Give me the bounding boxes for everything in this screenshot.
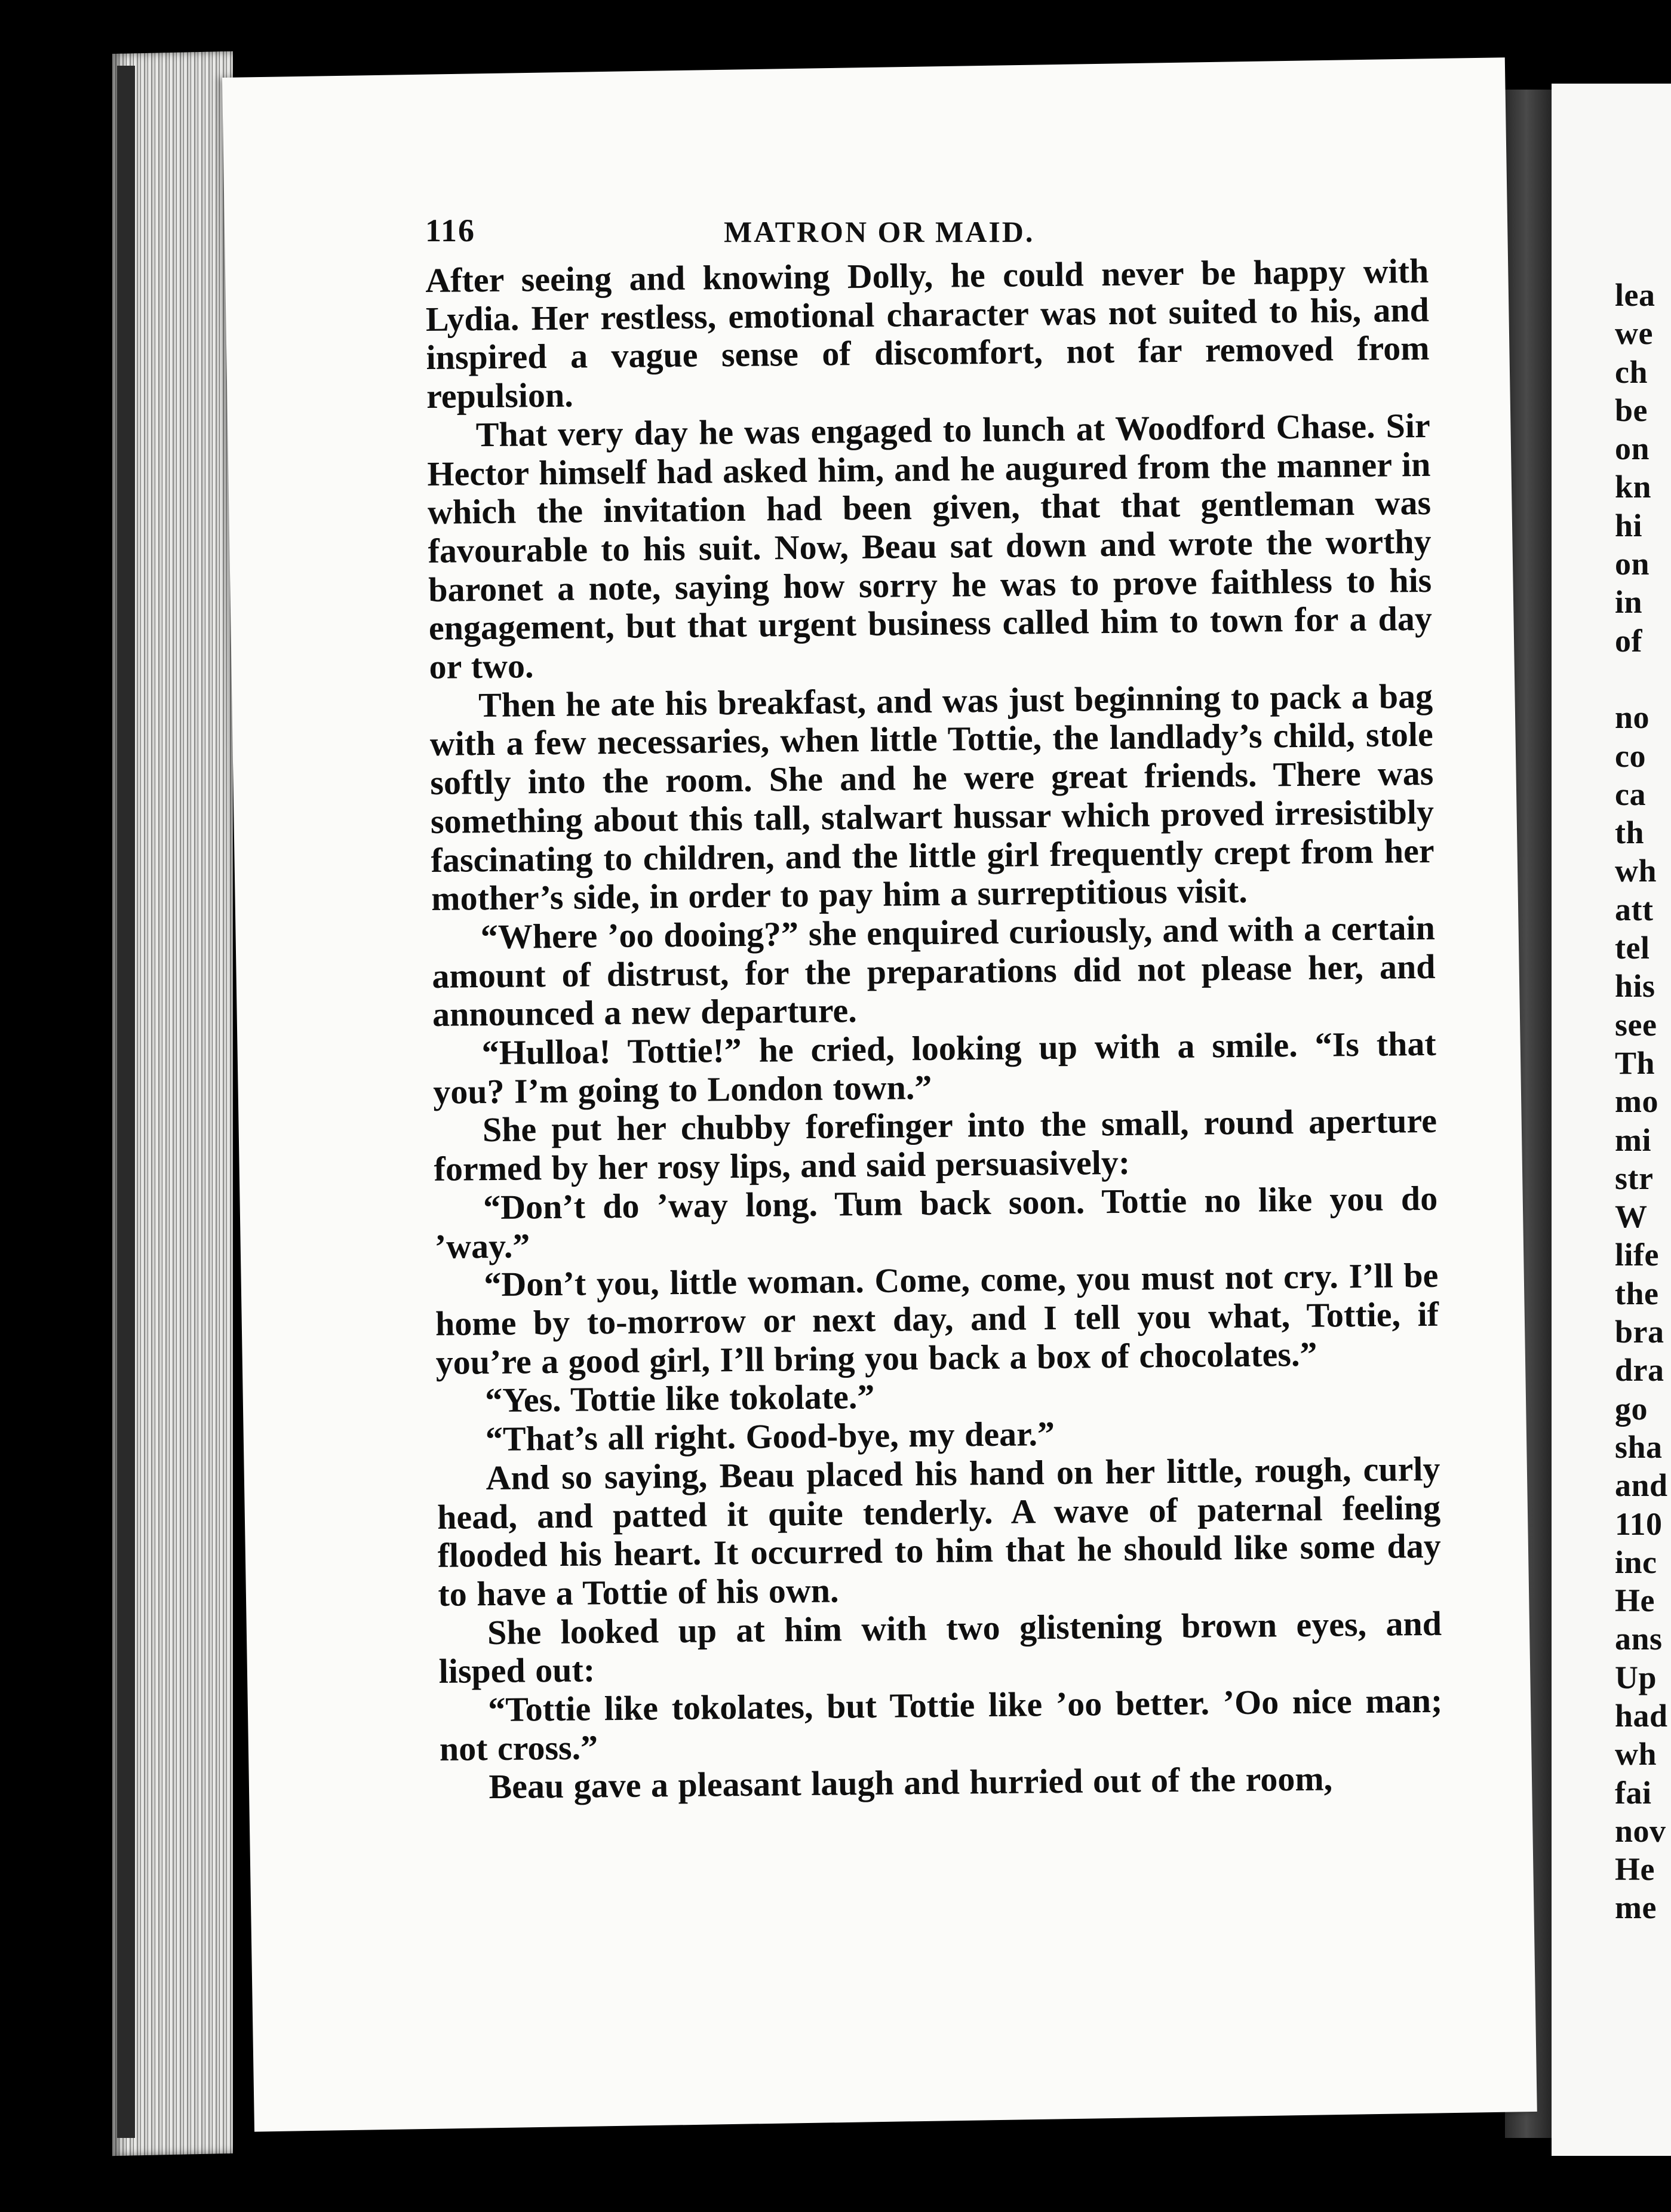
facing-fragment: had	[1615, 1697, 1668, 1734]
facing-fragment: me	[1615, 1890, 1657, 1926]
facing-fragment	[1615, 660, 1668, 698]
paragraph: She put her chubby forefinger into the small, round aperture formed by her rosy lips, and said persuasively:	[434, 1101, 1437, 1189]
facing-fragment: mi	[1615, 1122, 1651, 1158]
body-text	[425, 252, 1443, 1807]
facing-fragment: nov	[1615, 1812, 1666, 1849]
paragraph: “That’s all right. Good-bye, my dear.”	[485, 1414, 1055, 1459]
facing-fragment: wh	[1615, 1736, 1657, 1772]
paragraph: “Tottie like tokolates, but Tottie like ’oo better. ’Oo nice man; not cross.”	[439, 1680, 1443, 1768]
facing-fragment: the	[1615, 1275, 1659, 1311]
facing-fragment: and	[1615, 1467, 1668, 1504]
facing-fragment: on	[1615, 431, 1650, 467]
page-number: 116	[425, 213, 476, 248]
paragraph: “Hulloa! Tottie!” he cried, looking up with a smile. “Is that you? I’m going to London town.”	[433, 1024, 1436, 1111]
facing-fragment: wh	[1615, 853, 1657, 889]
facing-fragment: Th	[1615, 1044, 1655, 1081]
facing-fragment: ca	[1615, 776, 1646, 812]
facing-fragment: Up	[1615, 1659, 1657, 1695]
facing-fragment: 110	[1615, 1506, 1663, 1542]
facing-fragment: att	[1615, 891, 1654, 927]
paragraph: She looked up at him with two glistening brown eyes, and lisped out:	[438, 1603, 1442, 1691]
paragraph: “Where ’oo dooing?” she enquired curiously, and with a certain amount of distrust, for the preparations did not please her, and announced a new departure.	[432, 908, 1436, 1034]
paragraph: After seeing and knowing Dolly, he could never be happy with Lydia. Her restless, emotional character was not suited to his, and inspired a vague sense of discomfort, not far removed from repulsion.	[425, 251, 1430, 416]
facing-fragment: go	[1615, 1390, 1648, 1427]
paragraph: That very day he was engaged to lunch at Woodford Chase. Sir Hector himself had asked him, and he augured from the manner in which the invitation had been given, that that gentleman was favourable to his suit. Now, Beau sat down and wrote the worthy baronet a note, saying how sorry he was to prove faithless to his engagement, but that urgent business called him to town for a day or two.	[427, 405, 1433, 686]
facing-fragment: life	[1615, 1237, 1659, 1273]
facing-fragment: of	[1615, 622, 1642, 659]
facing-fragment: we	[1615, 315, 1653, 352]
facing-fragment: hi	[1615, 507, 1643, 543]
facing-fragment: ch	[1615, 354, 1648, 390]
facing-fragment: th	[1615, 815, 1645, 851]
paragraph: And so saying, Beau placed his hand on her little, rough, curly head, and patted it quite tenderly. A wave of paternal feeling flooded his heart. It occurred to him that he should like some day to have a Tottie of his own.	[437, 1449, 1442, 1614]
facing-fragment: sha	[1615, 1428, 1663, 1465]
facing-fragment: ans	[1615, 1621, 1663, 1657]
facing-page-text	[1615, 276, 1668, 1927]
paragraph: Beau gave a pleasant laugh and hurried out of the room,	[489, 1759, 1333, 1807]
facing-fragment: str	[1615, 1160, 1654, 1196]
facing-fragment: see	[1615, 1006, 1657, 1043]
facing-fragment: co	[1615, 738, 1646, 774]
facing-fragment: W	[1615, 1199, 1648, 1235]
page-header	[425, 212, 1429, 254]
facing-fragment: tel	[1615, 930, 1650, 966]
paragraph: “Don’t you, little woman. Come, come, you must not cry. I’ll be home by to-morrow or next day, and I tell you what, Tottie, if you’re a good girl, I’ll bring you back a box of chocolates.”	[435, 1256, 1439, 1382]
facing-fragment: dra	[1615, 1352, 1664, 1388]
facing-fragment: He	[1615, 1851, 1655, 1888]
facing-fragment: be	[1615, 392, 1648, 428]
running-title: MATRON OR MAID.	[724, 215, 1035, 248]
facing-fragment: in	[1615, 584, 1643, 620]
facing-fragment: fai	[1615, 1774, 1652, 1811]
facing-fragment: bra	[1615, 1314, 1664, 1350]
paragraph: “Yes. Tottie like tokolate.”	[484, 1377, 875, 1420]
book-cover-edge	[117, 66, 135, 2138]
facing-fragment: inc	[1615, 1544, 1657, 1580]
facing-fragment: his	[1615, 968, 1655, 1004]
facing-fragment: lea	[1615, 277, 1655, 313]
facing-fragment: on	[1615, 546, 1650, 582]
facing-fragment: no	[1615, 699, 1650, 736]
paragraph: “Don’t do ’way long. Tum back soon. Tottie no like you do ’way.”	[434, 1178, 1438, 1266]
paragraph: Then he ate his breakfast, and was just beginning to pack a bag with a few necessaries, when little Tottie, the landlady’s child, stole softly into the room. She and he were great friends. There was something about this tall, stalwart hussar which proved irresistibly fascinating to children, and the little girl frequently crept from her mother’s side, in order to pay him a surreptitious visit.	[429, 676, 1435, 918]
facing-fragment: kn	[1615, 469, 1652, 505]
facing-fragment: He	[1615, 1583, 1655, 1619]
facing-fragment: mo	[1615, 1083, 1658, 1120]
